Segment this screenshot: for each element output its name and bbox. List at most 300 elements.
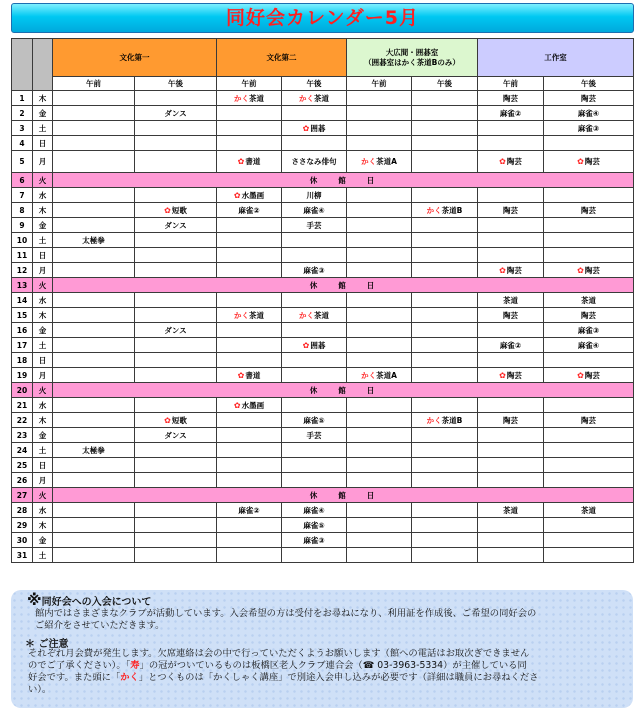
day-of-week: 水	[33, 188, 53, 203]
activity-label: ✿ 書道	[238, 157, 261, 166]
schedule-cell	[478, 218, 544, 233]
room-header-bunka1: 文化第一	[53, 39, 217, 77]
schedule-cell	[478, 443, 544, 458]
activity-label: 麻雀④	[577, 340, 600, 350]
calendar-row	[12, 548, 634, 563]
pm-header: 午後	[412, 77, 478, 91]
schedule-cell	[135, 548, 217, 563]
schedule-cell	[135, 398, 217, 413]
schedule-cell	[217, 293, 282, 308]
schedule-cell	[544, 368, 634, 383]
schedule-cell	[53, 413, 135, 428]
activity-label: 茶道	[503, 295, 518, 305]
schedule-cell	[347, 548, 412, 563]
pm-header: 午後	[282, 77, 347, 91]
schedule-cell	[282, 338, 347, 353]
activity-label: 陶芸	[581, 415, 596, 425]
calendar-row	[12, 428, 634, 443]
activity-label: ✿ 短歌	[164, 206, 187, 215]
day-of-week: 水	[33, 503, 53, 518]
activity-label: ささなみ俳句	[291, 157, 337, 166]
schedule-cell	[478, 188, 544, 203]
day-of-week: 土	[33, 338, 53, 353]
schedule-cell	[478, 338, 544, 353]
day-of-week: 日	[33, 458, 53, 473]
activity-label: かく茶道	[299, 93, 329, 103]
schedule-cell	[53, 518, 135, 533]
schedule-cell	[217, 106, 282, 121]
schedule-cell	[347, 533, 412, 548]
activity-label: かく茶道B	[426, 205, 463, 215]
schedule-cell	[347, 338, 412, 353]
schedule-cell	[412, 443, 478, 458]
activity-label: 麻雀⑤	[303, 415, 325, 425]
schedule-cell	[53, 203, 135, 218]
calendar-row	[12, 248, 634, 263]
activity-label: かく茶道	[299, 310, 329, 320]
day-of-week: 木	[33, 308, 53, 323]
activity-label: 麻雀③	[303, 535, 325, 545]
schedule-cell	[282, 458, 347, 473]
schedule-cell	[282, 443, 347, 458]
schedule-cell	[217, 233, 282, 248]
activity-label: ✿ 書道	[238, 371, 261, 380]
calendar-row	[12, 218, 634, 233]
notes-heading-caution: ＊ ご注意	[25, 639, 69, 650]
schedule-cell	[282, 413, 347, 428]
calendar-row	[12, 458, 634, 473]
schedule-cell	[347, 428, 412, 443]
day-of-week: 火	[33, 488, 53, 503]
day-of-week: 月	[33, 263, 53, 278]
schedule-cell	[478, 428, 544, 443]
day-number: 12	[12, 263, 33, 278]
schedule-cell	[217, 263, 282, 278]
activity-label: 陶芸	[503, 415, 518, 425]
activity-label: 手芸	[306, 220, 322, 230]
schedule-cell	[544, 91, 634, 106]
schedule-cell	[135, 203, 217, 218]
kotobuki-mark: 寿	[130, 660, 140, 671]
schedule-cell	[217, 533, 282, 548]
calendar-row	[12, 473, 634, 488]
schedule-cell	[347, 443, 412, 458]
activity-label: かく茶道	[234, 310, 264, 320]
day-number: 22	[12, 413, 33, 428]
closed-day-band: 休 館 日	[53, 488, 634, 503]
schedule-cell	[53, 233, 135, 248]
schedule-cell	[347, 293, 412, 308]
activity-label: 陶芸	[503, 93, 518, 103]
room-header-kousaku: 工作室	[478, 39, 634, 77]
activity-label: ✿ 陶芸	[577, 157, 600, 166]
pm-header: 午後	[135, 77, 217, 91]
day-number: 31	[12, 548, 33, 563]
day-of-week: 日	[33, 136, 53, 151]
schedule-cell	[282, 353, 347, 368]
schedule-cell	[53, 398, 135, 413]
calendar-row	[12, 323, 634, 338]
schedule-cell	[544, 458, 634, 473]
schedule-cell	[347, 458, 412, 473]
schedule-cell	[282, 188, 347, 203]
schedule-cell	[478, 548, 544, 563]
schedule-cell	[544, 503, 634, 518]
calendar-row	[12, 263, 634, 278]
activity-label: 茶道	[503, 505, 518, 515]
schedule-cell	[544, 248, 634, 263]
schedule-cell	[53, 473, 135, 488]
header-corner-num	[12, 39, 33, 91]
schedule-cell	[478, 323, 544, 338]
schedule-cell	[282, 473, 347, 488]
activity-label: ✿ 陶芸	[577, 266, 600, 275]
schedule-cell	[282, 218, 347, 233]
schedule-cell	[347, 136, 412, 151]
schedule-cell	[135, 338, 217, 353]
schedule-cell	[347, 518, 412, 533]
activity-label: ✿ 陶芸	[499, 266, 522, 275]
day-of-week: 火	[33, 173, 53, 188]
day-number: 3	[12, 121, 33, 136]
calendar-row	[12, 488, 634, 503]
schedule-cell	[347, 473, 412, 488]
schedule-cell	[217, 218, 282, 233]
schedule-cell	[282, 503, 347, 518]
room-header-hiroma	[347, 39, 478, 77]
schedule-cell	[544, 428, 634, 443]
day-number: 2	[12, 106, 33, 121]
activity-label: 麻雀④	[303, 505, 325, 515]
schedule-cell	[478, 518, 544, 533]
schedule-cell	[135, 443, 217, 458]
schedule-cell	[544, 188, 634, 203]
day-number: 17	[12, 338, 33, 353]
calendar-row	[12, 188, 634, 203]
schedule-cell	[412, 248, 478, 263]
day-number: 6	[12, 173, 33, 188]
day-of-week: 日	[33, 248, 53, 263]
schedule-cell	[347, 91, 412, 106]
schedule-cell	[217, 121, 282, 136]
day-number: 4	[12, 136, 33, 151]
schedule-cell	[347, 263, 412, 278]
schedule-cell	[217, 443, 282, 458]
day-number: 10	[12, 233, 33, 248]
day-number: 25	[12, 458, 33, 473]
schedule-cell	[478, 398, 544, 413]
schedule-cell	[53, 136, 135, 151]
schedule-cell	[478, 233, 544, 248]
schedule-cell	[544, 323, 634, 338]
schedule-cell	[347, 106, 412, 121]
activity-label: 麻雀②	[238, 205, 260, 215]
am-header: 午前	[53, 77, 135, 91]
calendar-row	[12, 533, 634, 548]
activity-label: 茶道	[581, 295, 596, 305]
day-of-week: 金	[33, 428, 53, 443]
schedule-cell	[217, 518, 282, 533]
schedule-cell	[478, 353, 544, 368]
schedule-cell	[135, 293, 217, 308]
activity-label: 太極拳	[82, 445, 105, 455]
schedule-cell	[478, 203, 544, 218]
schedule-cell	[412, 503, 478, 518]
schedule-cell	[217, 473, 282, 488]
day-number: 27	[12, 488, 33, 503]
day-of-week: 木	[33, 91, 53, 106]
schedule-cell	[412, 136, 478, 151]
calendar-row	[12, 91, 634, 106]
schedule-cell	[217, 428, 282, 443]
schedule-cell	[544, 151, 634, 173]
schedule-cell	[412, 428, 478, 443]
schedule-cell	[282, 203, 347, 218]
calendar-row	[12, 121, 634, 136]
header-corner-dow	[33, 39, 53, 91]
schedule-cell	[544, 338, 634, 353]
schedule-cell	[135, 353, 217, 368]
schedule-cell	[282, 533, 347, 548]
activity-label: 麻雀③	[303, 265, 325, 275]
activity-label: ✿ 囲碁	[303, 341, 326, 350]
schedule-cell	[412, 368, 478, 383]
schedule-cell	[135, 503, 217, 518]
activity-label: ✿ 陶芸	[499, 371, 522, 380]
schedule-cell	[282, 548, 347, 563]
activity-label: ✿ 短歌	[164, 416, 187, 425]
schedule-cell	[412, 458, 478, 473]
schedule-cell	[217, 503, 282, 518]
schedule-cell	[217, 136, 282, 151]
activity-label: ダンス	[164, 430, 187, 440]
kaku-mark: かく	[120, 672, 139, 683]
day-number: 20	[12, 383, 33, 398]
calendar-row	[12, 338, 634, 353]
activity-label: 陶芸	[503, 205, 518, 215]
schedule-cell	[347, 413, 412, 428]
schedule-cell	[282, 136, 347, 151]
schedule-cell	[53, 91, 135, 106]
schedule-cell	[478, 121, 544, 136]
schedule-cell	[478, 503, 544, 518]
room-header-bunka2: 文化第二	[217, 39, 347, 77]
schedule-cell	[135, 248, 217, 263]
schedule-cell	[412, 293, 478, 308]
schedule-cell	[544, 413, 634, 428]
schedule-cell	[135, 323, 217, 338]
schedule-cell	[347, 503, 412, 518]
schedule-cell	[282, 121, 347, 136]
schedule-cell	[282, 106, 347, 121]
calendar-title: 同好会カレンダー5月	[11, 3, 634, 33]
schedule-cell	[282, 518, 347, 533]
calendar-row	[12, 383, 634, 398]
day-of-week: 火	[33, 383, 53, 398]
day-number: 21	[12, 398, 33, 413]
schedule-cell	[347, 368, 412, 383]
schedule-cell	[217, 413, 282, 428]
calendar-row	[12, 413, 634, 428]
schedule-cell	[544, 121, 634, 136]
schedule-cell	[478, 533, 544, 548]
schedule-cell	[478, 308, 544, 323]
calendar-row	[12, 151, 634, 173]
calendar-row	[12, 398, 634, 413]
pm-header: 午後	[544, 77, 634, 91]
schedule-cell	[53, 248, 135, 263]
schedule-cell	[544, 136, 634, 151]
schedule-cell	[53, 548, 135, 563]
activity-label: 麻雀②	[238, 505, 260, 515]
schedule-cell	[544, 518, 634, 533]
day-number: 14	[12, 293, 33, 308]
schedule-cell	[412, 338, 478, 353]
activity-label: ダンス	[164, 108, 187, 118]
day-number: 1	[12, 91, 33, 106]
schedule-cell	[53, 458, 135, 473]
closed-day-band: 休 館 日	[53, 383, 634, 398]
activity-label: 陶芸	[581, 93, 596, 103]
day-of-week: 土	[33, 548, 53, 563]
schedule-cell	[217, 91, 282, 106]
schedule-cell	[53, 533, 135, 548]
activity-label: かく茶道	[234, 93, 264, 103]
activity-label: 麻雀③	[577, 123, 600, 133]
schedule-cell	[135, 413, 217, 428]
notes-panel	[11, 590, 633, 708]
day-of-week: 水	[33, 293, 53, 308]
schedule-cell	[412, 188, 478, 203]
schedule-cell	[412, 473, 478, 488]
activity-label: 陶芸	[581, 205, 596, 215]
schedule-cell	[544, 218, 634, 233]
schedule-cell	[53, 151, 135, 173]
calendar-row	[12, 278, 634, 293]
schedule-cell	[478, 106, 544, 121]
activity-label: 麻雀②	[499, 108, 522, 118]
day-of-week: 水	[33, 398, 53, 413]
schedule-cell	[53, 443, 135, 458]
schedule-cell	[282, 293, 347, 308]
day-number: 24	[12, 443, 33, 458]
activity-label: かく茶道A	[361, 370, 397, 380]
activity-label: 茶道	[581, 505, 596, 515]
schedule-cell	[217, 308, 282, 323]
schedule-cell	[217, 353, 282, 368]
activity-label: 陶芸	[503, 310, 518, 320]
schedule-cell	[53, 218, 135, 233]
schedule-cell	[478, 413, 544, 428]
closed-day-band: 休 館 日	[53, 173, 634, 188]
calendar-row	[12, 308, 634, 323]
day-number: 9	[12, 218, 33, 233]
schedule-cell	[412, 91, 478, 106]
day-of-week: 月	[33, 473, 53, 488]
schedule-cell	[135, 368, 217, 383]
calendar-row	[12, 503, 634, 518]
day-of-week: 日	[33, 353, 53, 368]
schedule-cell	[478, 263, 544, 278]
schedule-cell	[217, 203, 282, 218]
calendar-row	[12, 353, 634, 368]
schedule-cell	[544, 473, 634, 488]
schedule-cell	[135, 473, 217, 488]
day-number: 13	[12, 278, 33, 293]
calendar-row	[12, 368, 634, 383]
schedule-cell	[53, 188, 135, 203]
schedule-cell	[347, 188, 412, 203]
schedule-cell	[53, 308, 135, 323]
schedule-cell	[217, 323, 282, 338]
day-of-week: 土	[33, 443, 53, 458]
schedule-cell	[544, 443, 634, 458]
schedule-cell	[412, 398, 478, 413]
day-number: 5	[12, 151, 33, 173]
schedule-cell	[412, 106, 478, 121]
schedule-cell	[347, 248, 412, 263]
schedule-cell	[282, 308, 347, 323]
schedule-cell	[412, 308, 478, 323]
schedule-cell	[347, 353, 412, 368]
schedule-cell	[282, 91, 347, 106]
day-of-week: 金	[33, 533, 53, 548]
schedule-cell	[53, 323, 135, 338]
schedule-cell	[347, 233, 412, 248]
activity-label: 麻雀④	[577, 108, 600, 118]
schedule-cell	[282, 323, 347, 338]
day-of-week: 土	[33, 121, 53, 136]
schedule-cell	[217, 188, 282, 203]
schedule-cell	[53, 338, 135, 353]
activity-label: 麻雀②	[499, 340, 522, 350]
schedule-cell	[347, 203, 412, 218]
schedule-cell	[135, 136, 217, 151]
calendar-row	[12, 233, 634, 248]
schedule-cell	[347, 151, 412, 173]
schedule-cell	[217, 458, 282, 473]
schedule-cell	[412, 263, 478, 278]
schedule-cell	[412, 518, 478, 533]
schedule-cell	[282, 233, 347, 248]
day-of-week: 金	[33, 323, 53, 338]
day-of-week: 土	[33, 233, 53, 248]
activity-label: 手芸	[306, 430, 322, 440]
notes-heading-membership: ※同好会への入会について	[27, 591, 152, 609]
day-number: 26	[12, 473, 33, 488]
schedule-cell	[217, 368, 282, 383]
schedule-cell	[544, 106, 634, 121]
calendar-row	[12, 443, 634, 458]
schedule-cell	[217, 151, 282, 173]
am-header: 午前	[217, 77, 282, 91]
schedule-cell	[544, 308, 634, 323]
day-of-week: 金	[33, 218, 53, 233]
schedule-cell	[135, 188, 217, 203]
schedule-cell	[135, 91, 217, 106]
day-number: 18	[12, 353, 33, 368]
schedule-cell	[544, 548, 634, 563]
schedule-cell	[478, 293, 544, 308]
schedule-cell	[544, 263, 634, 278]
schedule-cell	[135, 458, 217, 473]
activity-label: ✿ 水墨画	[234, 191, 264, 200]
schedule-cell	[53, 428, 135, 443]
schedule-cell	[412, 548, 478, 563]
schedule-cell	[53, 353, 135, 368]
schedule-cell	[544, 203, 634, 218]
schedule-cell	[347, 398, 412, 413]
